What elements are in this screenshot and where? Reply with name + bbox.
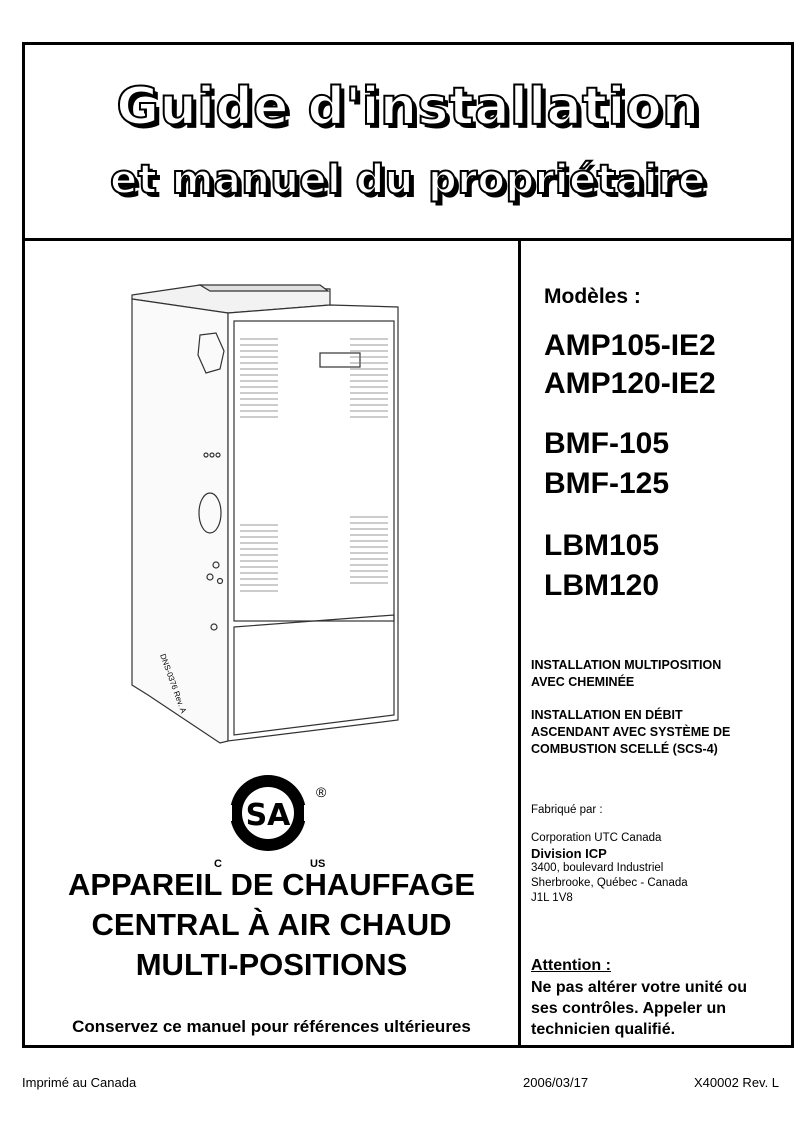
product-description	[25, 865, 518, 985]
installation-line: AVEC CHEMINÉE	[531, 675, 635, 689]
csa-c-mark: C	[214, 858, 222, 870]
attention-line: Ne pas altérer votre unité ou	[531, 979, 748, 996]
column-divider	[518, 241, 521, 1045]
csa-logo-text: SA	[245, 798, 291, 833]
furnace-illustration	[120, 255, 410, 765]
manufacturer-postal: J1L 1V8	[531, 892, 573, 904]
print-date: 2006/03/17	[523, 1075, 589, 1090]
attention-label: Attention :	[531, 957, 611, 974]
model-item: LBM105	[544, 529, 660, 562]
product-line-3: MULTI-POSITIONS	[135, 947, 408, 982]
manufacturer-address-2: Sherbrooke, Québec - Canada	[531, 877, 688, 889]
installation-line: COMBUSTION SCELLÉ (SCS-4)	[531, 742, 718, 756]
manufacturer-label: Fabriqué par :	[531, 804, 603, 816]
csa-us-mark: US	[310, 858, 326, 870]
title-line-2: et manuel du propriétaire	[110, 157, 706, 203]
document-number: X40002 Rev. L	[694, 1075, 780, 1090]
csa-certification-logo	[210, 757, 340, 875]
keep-manual-note: Conservez ce manuel pour références ultérieures	[72, 1017, 471, 1036]
installation-line: INSTALLATION EN DÉBIT	[531, 708, 683, 722]
title-band	[25, 45, 791, 241]
model-item: AMP120-IE2	[544, 367, 716, 400]
manufacturer-block	[531, 831, 688, 906]
registered-mark: ®	[316, 784, 327, 800]
attention-line: ses contrôles. Appeler un	[531, 1000, 727, 1017]
model-item: LBM120	[544, 569, 660, 602]
cover-frame	[22, 42, 794, 1048]
product-line-1: APPAREIL DE CHAUFFAGE	[67, 867, 476, 902]
attention-text	[531, 977, 789, 1040]
drawing-code: DNS-0376 Rev. A	[158, 652, 188, 715]
printed-in: Imprimé au Canada	[22, 1075, 137, 1090]
installation-option-1	[531, 657, 789, 691]
model-item: AMP105-IE2	[544, 329, 716, 362]
attention-line: technicien qualifié.	[531, 1021, 676, 1038]
manufacturer-address-1: 3400, boulevard Industriel	[531, 862, 664, 874]
installation-option-2	[531, 707, 789, 758]
models-label: Modèles :	[544, 285, 641, 308]
product-line-2: CENTRAL À AIR CHAUD	[91, 907, 452, 942]
model-item: BMF-105	[544, 427, 670, 460]
manufacturer-division: Division ICP	[531, 846, 607, 861]
model-item: BMF-125	[544, 467, 670, 500]
title-line-1: Guide d'installation	[116, 77, 700, 137]
manufacturer-company: Corporation UTC Canada	[531, 832, 662, 844]
installation-line: INSTALLATION MULTIPOSITION	[531, 658, 722, 672]
installation-line: ASCENDANT AVEC SYSTÈME DE	[531, 725, 731, 739]
